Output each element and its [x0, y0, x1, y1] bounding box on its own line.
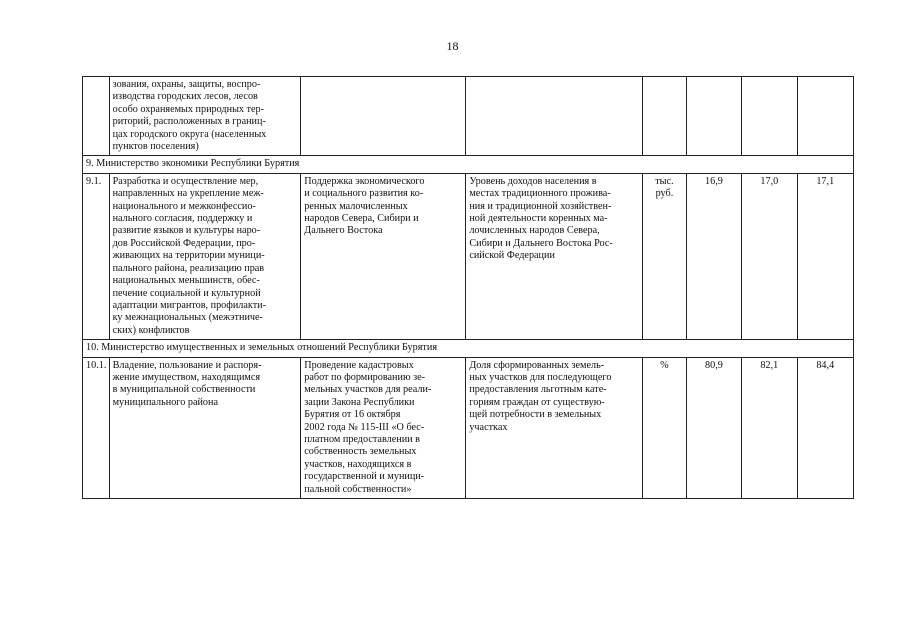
section-title: 9. Министерство экономики Республики Бурятия [83, 156, 854, 173]
unit-cell [643, 357, 687, 498]
event-cell-line: ку межнациональных (межэтниче- [112, 312, 263, 324]
event-cell-line: живающих на территории муници- [112, 250, 265, 262]
indicator-cell-line: ния и традиционной хозяйствен- [469, 200, 612, 212]
goal-cell-line: Дальнего Востока [304, 225, 383, 237]
event-cell-line: Разработка и осуществление мер, [112, 175, 259, 187]
event-cell-line: печение социальной и культурной [112, 287, 261, 299]
event-cell-line: цах городского округа (населенных [112, 128, 267, 140]
goal-cell-line: Проведение кадастровых [304, 359, 414, 371]
event-cell-line: национальных меньшинств, обес- [112, 275, 260, 287]
indicator-cell [466, 357, 643, 498]
event-cell-line: адаптации мигрантов, профилакти- [112, 299, 267, 311]
value-2019-line: 16,9 [705, 175, 723, 187]
unit-cell-line: % [660, 359, 669, 371]
event-cell-line: пунктов поселения) [112, 141, 199, 153]
event-cell [109, 77, 301, 156]
goal-cell-line: и социального развития ко- [304, 188, 424, 200]
program-table [82, 76, 854, 499]
indicator-cell-line: Доля сформированных земель- [469, 359, 605, 371]
indicator-cell [466, 77, 643, 156]
event-cell-line: в муниципальной собственности [112, 384, 256, 396]
indicator-cell [466, 173, 643, 339]
value-2019 [686, 173, 741, 339]
indicator-cell-line: сийской Федерации [469, 250, 555, 262]
value-2020 [742, 173, 797, 339]
event-cell-line: зования, охраны, защиты, воспро- [112, 79, 261, 90]
value-2019-line: 80,9 [705, 359, 723, 371]
indicator-cell-line: ной деятельности коренных ма- [469, 213, 608, 225]
goal-cell-line: собственность земельных [304, 446, 417, 458]
table-row [83, 173, 854, 339]
table-row [83, 77, 854, 156]
indicator-cell-line: ных участков для последующего [469, 371, 612, 383]
event-cell-line: Владение, пользование и распоря- [112, 359, 262, 371]
table-row [83, 357, 854, 498]
event-cell-line: национального и межконфессио- [112, 200, 256, 212]
goal-cell-line: Бурятия от 16 октября [304, 409, 401, 421]
goal-cell-line: 2002 года № 115-III «О бес- [304, 421, 425, 433]
value-2019 [686, 77, 741, 156]
event-cell-line: направленных на укрепление меж- [112, 188, 264, 200]
goal-cell-line: пальной собственности» [304, 483, 412, 495]
value-2020 [742, 77, 797, 156]
unit-cell-line: тыс. [655, 175, 674, 187]
goal-cell-line: участков, находящихся в [304, 458, 412, 470]
row-number-line: 9.1. [86, 175, 102, 187]
indicator-cell-line: гориям граждан от существую- [469, 396, 605, 408]
goal-cell-line: зации Закона Республики [304, 396, 415, 408]
indicator-cell-line: местах традиционного прожива- [469, 188, 611, 200]
value-2020 [742, 357, 797, 498]
goal-cell-line: народов Севера, Сибири и [304, 213, 419, 225]
event-cell-line: изводства городских лесов, лесов [112, 91, 258, 103]
page-number: 18 [446, 39, 459, 53]
unit-cell [643, 77, 687, 156]
section-title: 10. Министерство имущественных и земельных отношений Республики Бурятия [83, 340, 854, 357]
goal-cell-line: ренных малочисленных [304, 200, 408, 212]
indicator-cell-line: участках [469, 421, 508, 433]
value-2021 [797, 77, 854, 156]
value-2019 [686, 357, 741, 498]
unit-cell [643, 173, 687, 339]
goal-cell-line: платном предоставлении в [304, 433, 420, 445]
event-cell [109, 357, 301, 498]
event-cell [109, 173, 301, 339]
event-cell-line: дов Российской Федерации, про- [112, 237, 256, 249]
event-cell-line: риторий, расположенных в границ- [112, 116, 266, 128]
goal-cell [301, 173, 466, 339]
goal-cell-line: государственной и муници- [304, 471, 425, 483]
indicator-cell-line: щей потребности в земельных [469, 409, 602, 421]
row-number-line: 10.1. [86, 359, 107, 371]
event-cell-line: пального района, реализацию прав [112, 262, 265, 274]
row-number [83, 77, 110, 156]
indicator-cell-line: Уровень доходов населения в [469, 175, 597, 187]
indicator-cell-line: предоставления льготным кате- [469, 384, 607, 396]
event-cell-line: развитие языков и культуры наро- [112, 225, 261, 237]
indicator-cell-line: лочисленных народов Севера, [469, 225, 600, 237]
event-cell-line: нального согласия, поддержку и [112, 213, 253, 225]
value-2020-line: 82,1 [760, 359, 779, 371]
value-2021 [797, 173, 854, 339]
event-cell-line: муниципального района [112, 396, 218, 408]
row-number [83, 173, 110, 339]
section-header-row [83, 340, 854, 357]
section-header-row [83, 156, 854, 173]
value-2020-line: 17,0 [760, 175, 779, 187]
row-number [83, 357, 110, 498]
goal-cell [301, 77, 466, 156]
indicator-cell-line: Сибири и Дальнего Востока Рос- [469, 237, 613, 249]
unit-cell-line: руб. [655, 188, 674, 200]
value-2021-line: 17,1 [816, 175, 835, 187]
value-2021 [797, 357, 854, 498]
event-cell-line: жение имуществом, находящимся [112, 371, 261, 383]
goal-cell-line: мельных участков для реали- [304, 384, 432, 396]
value-2021-line: 84,4 [816, 359, 835, 371]
goal-cell-line: работ по формированию зе- [304, 371, 426, 383]
event-cell-line: ских) конфликтов [112, 324, 190, 336]
goal-cell-line: Поддержка экономического [304, 175, 425, 187]
goal-cell [301, 357, 466, 498]
event-cell-line: особо охраняемых природных тер- [112, 103, 265, 115]
